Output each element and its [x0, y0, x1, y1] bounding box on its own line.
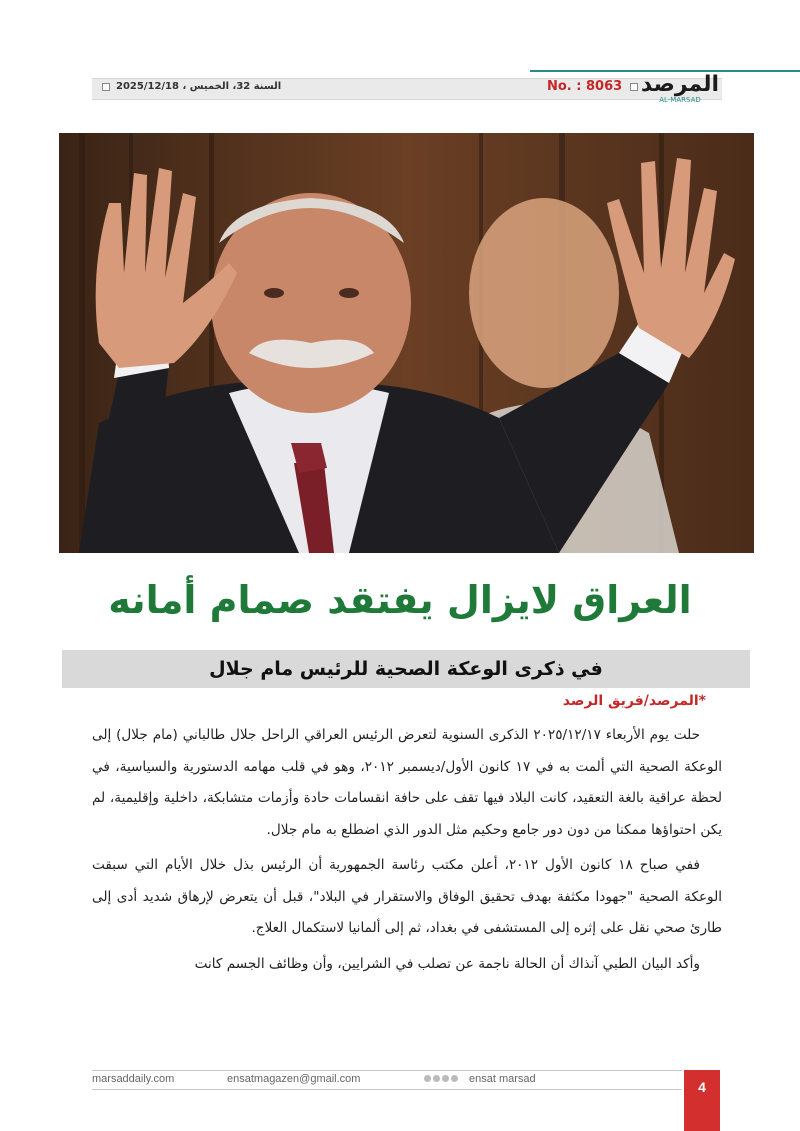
article-paragraph: ففي صباح ١٨ كانون الأول ٢٠١٢، أعلن مكتب رئاسة الجمهورية أن الرئيس بذل خلال الأيام التي سبقت الوعكة الصحية "جهودا مكثفة بهدف تحقيق الوفاق والاستقرار في البلاد"، قبل أن يتعرض لإرهاق شديد أدى إلى طارئ صحي نقل على إثره إلى المستشفى في بغداد، ثم إلى ألمانيا لاستكمال العلاج. — [92, 857, 722, 936]
website-link[interactable]: marsaddaily.com — [92, 1073, 175, 1085]
youtube-icon[interactable] — [442, 1075, 449, 1082]
article-headline: العراق لايزال يفتقد صمام أمانه — [108, 578, 692, 622]
email-link[interactable]: ensatmagazen@gmail.com — [227, 1073, 361, 1085]
article-paragraph: وأكد البيان الطبي آنذاك أن الحالة ناجمة عن تصلب في الشرايين، وأن وظائف الجسم كانت — [194, 955, 700, 972]
article-body — [92, 720, 722, 984]
logo-subtext: AL-MARSAD — [659, 96, 701, 104]
date-line — [102, 81, 281, 92]
page-header-bar — [92, 78, 722, 100]
publication-logo — [636, 74, 724, 104]
article-byline: *المرصد/فريق الرصد — [562, 693, 706, 709]
facebook-icon[interactable] — [424, 1075, 431, 1082]
article-photo — [59, 133, 754, 553]
logo-text: المرصد — [640, 72, 720, 97]
issue-number-block — [547, 79, 638, 94]
page-number: 4 — [684, 1070, 720, 1131]
square-bullet-icon — [102, 83, 110, 91]
article-subheadline: في ذكرى الوعكة الصحية للرئيس مام جلال — [62, 650, 750, 688]
issue-date: السنة 32، الخميس ، 2025/12/18 — [116, 81, 282, 92]
social-handle: ensat marsad — [469, 1073, 536, 1085]
social-icons — [424, 1075, 458, 1082]
photo-illustration — [59, 133, 754, 553]
twitter-icon[interactable] — [433, 1075, 440, 1082]
issue-number: No. : 8063 — [547, 79, 623, 94]
instagram-icon[interactable] — [451, 1075, 458, 1082]
article-paragraph: حلت يوم الأربعاء ٢٠٢٥/١٢/١٧ الذكرى السنوية لتعرض الرئيس العراقي الراحل جلال طالباني (مام جلال) إلى الوعكة الصحية التي ألمت به في ١٧ كانون الأول/ديسمبر ٢٠١٢، وهو في قلب مهامه الدستورية والسياسية، في لحظة عراقية بالغة التعقيد، كانت البلاد فيها تقف على حافة انقسامات حادة وأزمات متشابكة، داخلية وإقليمية، لم يكن احتواؤها ممكنا من دون دور جامع وحكيم مثل الدور الذي اضطلع به مام جلال. — [92, 727, 722, 838]
page-footer — [92, 1070, 682, 1090]
